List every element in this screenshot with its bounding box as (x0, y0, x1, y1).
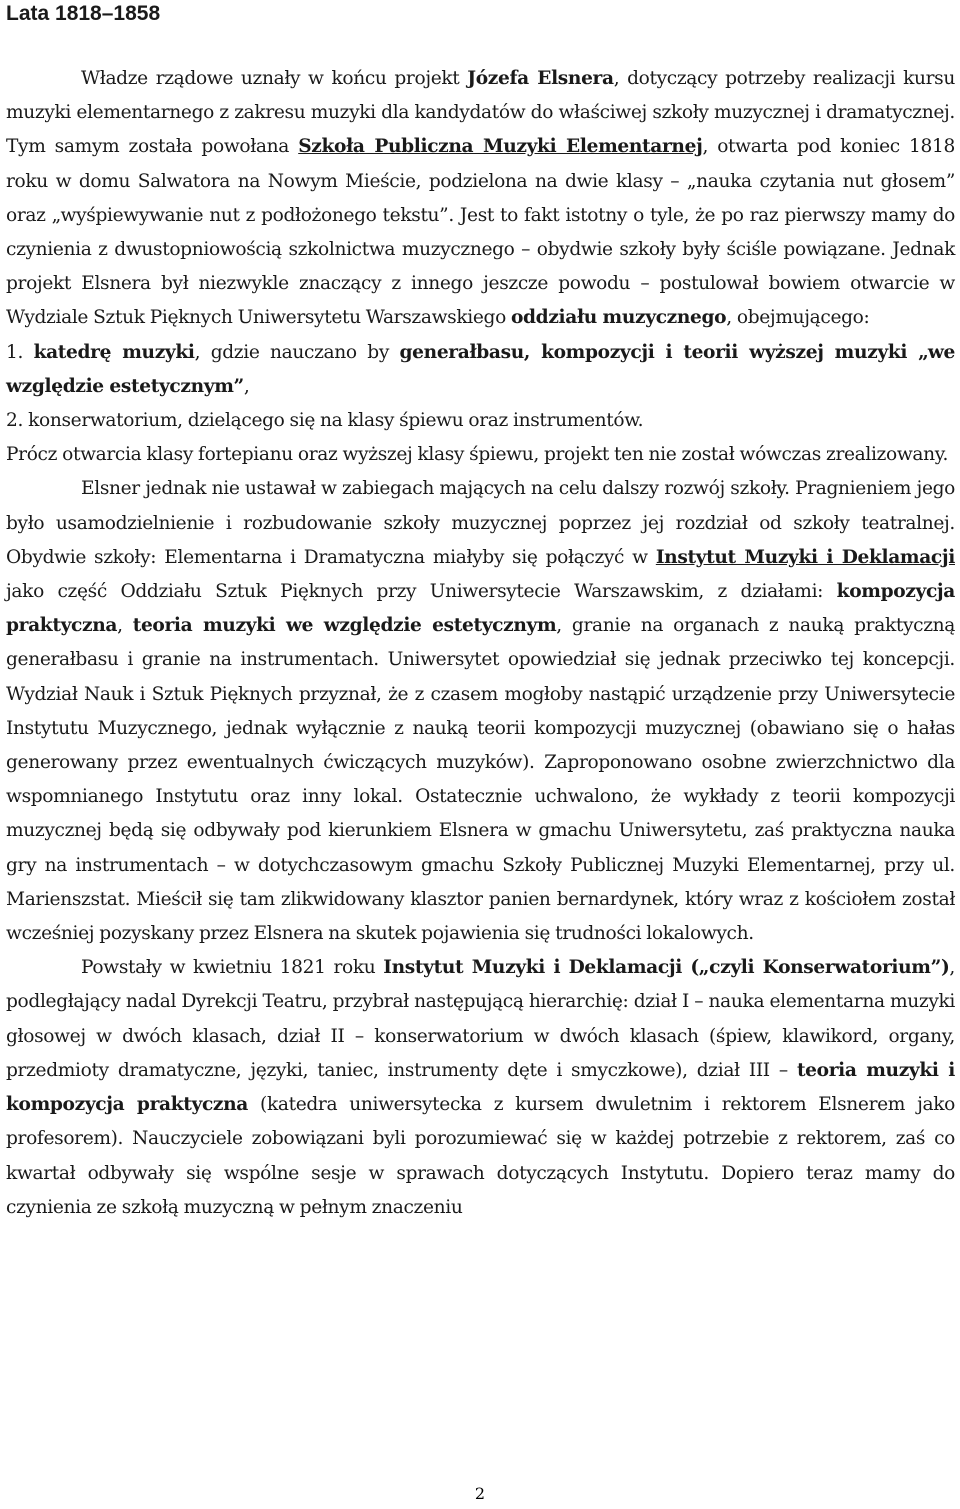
text-run: Prócz otwarcia klasy fortepianu oraz wyższej klasy śpiewu, projekt ten nie został wówczas zrealizowany. (6, 444, 949, 466)
text-run: , podległający nadal Dyrekcji Teatru, przybrał następującą hierarchię: dział I – nauka elementarna muzyki głosowej w dwóch klasach, dział II – konserwatorium w dwóch klasach (śpiew, klawikord, organy, przedmioty dramatyczne, języki, taniec, instrumenty dęte i smyczkowe), dział III – (6, 957, 955, 1081)
text-run: Elsner jednak nie ustawał w zabiegach mających na celu dalszy rozwój szkoły. Pragnieniem jego było usamodzielnienie i rozbudowanie szkoły muzycznej poprzez jej rozdział od szkoły teatralnej. Obydwie szkoły: Elementarna i Dramatyczna miałyby się połączyć w (6, 478, 955, 568)
paragraph (6, 404, 955, 438)
bold-run: kompozycja praktyczna (6, 581, 955, 637)
text-run: , obejmującego: (726, 307, 870, 329)
text-run: , granie na organach z nauką praktyczną generałbasu i granie na instrumentach. Uniwersytet opowiedział się jednak przeciwko tej koncepcji. Wydział Nauk i Sztuk Pięknych przyznał, że z czasem mogłoby nastąpić urządzenie przy Uniwersytecie Instytutu Muzycznego, jednak wyłącznie z nauką teorii kompozycji muzycznej (obawiano się o hałas generowany przez ewentualnych ćwiczących muzyków). Zaproponowano osobne zwierzchnictwo dla wspomnianego Instytutu oraz inny lokal. Ostatecznie uchwalono, że wykłady z teorii kompozycji muzycznej będą się odbywały pod kierunkiem Elsnera w gmachu Uniwersytetu, zaś praktyczna nauka gry na instrumentach – w dotychczasowym gmachu Szkoły Publicznej Muzyki Elementarnej, przy ul. Marienszstat. Mieścił się tam zlikwidowany klasztor panien bernardynek, który wraz z kościołem został wcześniej pozyskany przez Elsnera na skutek pojawienia się trudności lokalowych. (6, 615, 956, 945)
text-run: , otwarta pod koniec 1818 roku w domu Salwatora na Nowym Mieście, podzielona na dwie klasy – „nauka czytania nut głosem” oraz „wyśpiewywanie nut z podłożonego tekstu”. Jest to fakt istotny o tyle, że po raz pierwszy mamy do czynienia z dwustopniowością szkolnictwa muzycznego – obydwie szkoły były ściśle powiązane. Jednak projekt Elsnera był niezwykle znaczący z innego jeszcze powodu – postulował bowiem otwarcie w Wydziale Sztuk Pięknych Uniwersytetu Warszawskiego (6, 136, 955, 329)
bold-run: katedrę muzyki (33, 341, 195, 363)
text-run: jako część Oddziału Sztuk Pięknych przy Uniwersytecie Warszawskim, z działami: (6, 581, 837, 603)
text-run: Powstały w kwietniu 1821 roku (81, 957, 384, 979)
paragraph (6, 336, 955, 404)
bold-run: oddziału muzycznego (510, 307, 727, 329)
text-run: Władze rządowe uznały w końcu projekt (81, 68, 468, 89)
bold-run: Józefa Elsnera (467, 68, 614, 89)
text-run: , dotyczący potrzeby realizacji kursu muzyki elementarnego z zakresu muzyki dla kandydatów do właściwej szkoły muzycznej i dramatycznej. Tym samym została powołana (6, 68, 955, 158)
section-heading: Lata 1818–1858 (6, 2, 161, 25)
text-run: , gdzie nauczano by (194, 341, 400, 363)
text-run: (katedra uniwersytecka z kursem dwuletnim i rektorem Elsnerem jako profesorem). Nauczyciele zobowiązani byli porozumiewać się w każdej potrzebie z rektorem, zaś co kwartał odbywały się wspólne sesje w sprawach dotyczących Instytutu. Dopiero teraz mamy do czynienia ze szkołą muzyczną w pełnym znaczeniu (6, 1094, 956, 1218)
bold-run: generałbasu, kompozycji i teorii wyższej muzyki „we względzie estetycznym” (6, 341, 955, 397)
paragraph (6, 472, 955, 951)
text-run: 1. (6, 341, 34, 363)
bold-run: teoria muzyki we względzie estetycznym (132, 615, 557, 637)
paragraph (6, 438, 955, 472)
text-run: , (117, 615, 133, 637)
document-page (6, 0, 955, 1225)
page-number: 2 (474, 1484, 486, 1503)
underlined-bold-run: Instytut Muzyki i Deklamacji (655, 546, 955, 568)
underlined-bold-run: Szkoła Publiczna Muzyki Elementarnej (298, 136, 703, 158)
paragraph (6, 62, 955, 336)
bold-run: Instytut Muzyki i Deklamacji („czyli Konserwatorium”) (383, 957, 950, 979)
bold-run: teoria muzyki i kompozycja praktyczna (6, 1059, 955, 1116)
document-body (6, 62, 955, 1225)
text-run: , (243, 375, 250, 397)
text-run: 2. konserwatorium, dzielącego się na klasy śpiewu oraz instrumentów. (6, 410, 644, 432)
paragraph (6, 951, 955, 1225)
